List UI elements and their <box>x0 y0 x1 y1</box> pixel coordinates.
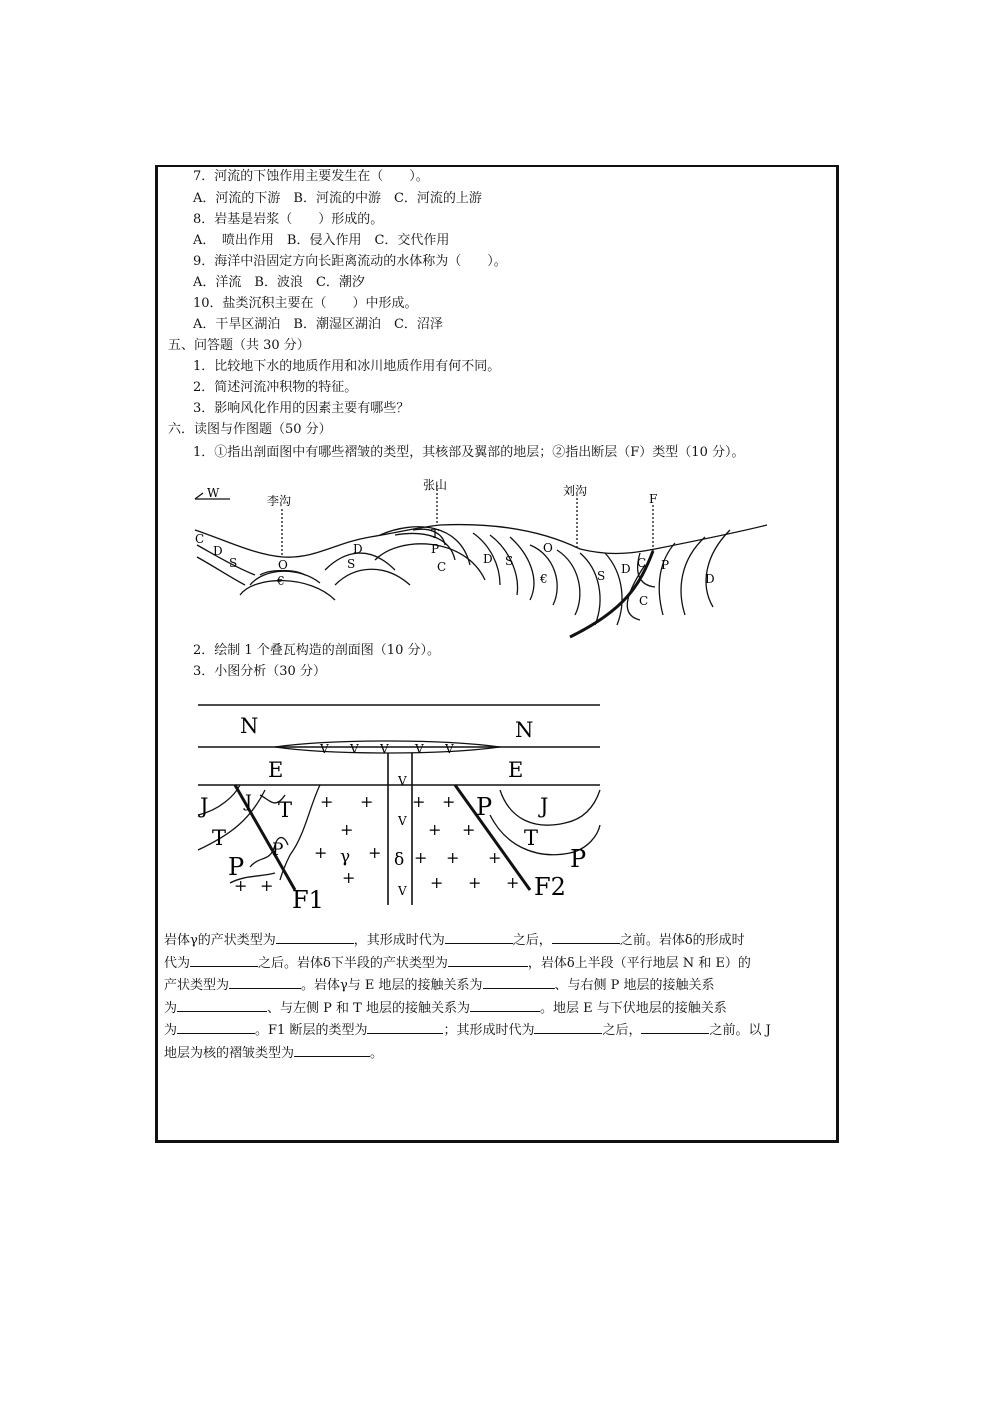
stratum-cambrian: € <box>277 574 285 588</box>
answer-blank-gamma-after[interactable] <box>445 931 513 944</box>
answer-blank-gamma-before[interactable] <box>552 931 620 944</box>
answer-blank-gamma-e-contact[interactable] <box>483 976 555 989</box>
layer-t-left: T <box>278 798 293 822</box>
granite-mark: + <box>462 820 476 839</box>
answer-blank-delta-upper[interactable] <box>229 976 301 989</box>
section6-heading: 六．读图与作图题（50 分） <box>168 422 332 437</box>
stratum-t: T <box>431 527 440 541</box>
section6-q2: 2．绘制 1 个叠瓦构造的剖面图（10 分）。 <box>193 643 440 658</box>
stratum-d: D <box>621 562 631 576</box>
volcanic-mark: V <box>398 814 407 828</box>
q8-options: A． 喷出作用 B．侵入作用 C．交代作用 <box>193 233 450 248</box>
granite-mark: + <box>412 792 426 811</box>
layer-p-left: P <box>228 853 245 881</box>
answer-blank-delta-lower[interactable] <box>448 954 528 967</box>
section6-q3: 3．小图分析（30 分） <box>193 664 326 679</box>
granite-mark: + <box>314 843 328 862</box>
layer-t-right: T <box>524 826 539 850</box>
answer-blank-f1-type[interactable] <box>367 1021 443 1034</box>
granite-mark: + <box>468 873 482 892</box>
granite-mark: + <box>428 820 442 839</box>
q9-stem: 9．海洋中沿固定方向长距离流动的水体称为（ ）。 <box>193 254 507 269</box>
section5-heading: 五、问答题（共 30 分） <box>168 338 310 353</box>
layer-n-right: N <box>515 718 534 742</box>
granite-mark: + <box>342 868 356 887</box>
layer-p-right: P <box>476 793 493 821</box>
layer-j-left: J <box>200 794 209 818</box>
layer-p-inner: P <box>272 840 284 860</box>
stratum-s: S <box>347 557 356 571</box>
granite-mark: + <box>414 848 428 867</box>
volcanic-mark: V <box>445 742 454 756</box>
section5-item-1: 1．比较地下水的地质作用和冰川地质作用有何不同。 <box>193 359 501 374</box>
q10-options: A．干旱区湖泊 B．潮湿区湖泊 C．沼泽 <box>193 317 443 332</box>
volcanic-mark: V <box>415 742 424 756</box>
granite-mark: + <box>360 792 374 811</box>
granite-mark: + <box>442 792 456 811</box>
stratum-p: P <box>431 542 440 556</box>
stratum-cambrian: € <box>540 572 548 586</box>
stratum-c: C <box>639 594 649 608</box>
layer-j-inner: J <box>245 792 252 812</box>
intrusion-gamma: γ <box>340 847 351 867</box>
direction-label: W <box>207 486 220 500</box>
layer-n-left: N <box>240 714 259 738</box>
stratum-s: S <box>597 569 606 583</box>
granite-mark: + <box>446 848 460 867</box>
stratum-c: C <box>437 560 447 574</box>
granite-mark: + <box>234 876 248 895</box>
place-liugou: 刘沟 <box>563 484 588 498</box>
small-map-figure <box>190 695 610 915</box>
q7-stem: 7．河流的下蚀作用主要发生在（ ）。 <box>193 169 429 184</box>
stratum-p: P <box>661 558 670 572</box>
stratum-d: D <box>353 542 363 556</box>
granite-mark: + <box>506 873 520 892</box>
stratum-s: S <box>505 554 514 568</box>
layer-j-right: J <box>540 794 549 818</box>
layer-t-far-left: T <box>212 826 227 850</box>
stratum-o: O <box>278 558 288 572</box>
answer-blank-j-fold-type[interactable] <box>294 1044 370 1057</box>
granite-mark: + <box>488 848 502 867</box>
intrusion-delta: δ <box>394 850 405 870</box>
volcanic-mark: V <box>398 774 407 788</box>
place-zhangshan: 张山 <box>423 478 448 492</box>
answer-blank-f1-after[interactable] <box>534 1021 602 1034</box>
answer-blank-gamma-occurrence[interactable] <box>276 931 354 944</box>
granite-mark: + <box>320 792 334 811</box>
fault-f1-label: F1 <box>292 886 324 914</box>
section5-item-2: 2．简述河流冲积物的特征。 <box>193 380 358 395</box>
stratum-d: D <box>705 572 715 586</box>
answer-blank-e-underlying-contact[interactable] <box>177 1021 255 1034</box>
answer-blank-gamma-left-pt-contact[interactable] <box>470 999 540 1012</box>
answer-blank-f1-before[interactable] <box>641 1021 709 1034</box>
stratum-c: C <box>195 532 205 546</box>
granite-mark: + <box>340 820 354 839</box>
granite-mark: + <box>430 873 444 892</box>
fault-label: F <box>649 492 658 506</box>
answer-blank-gamma-right-p-contact[interactable] <box>177 999 267 1012</box>
q9-options: A．洋流 B．波浪 C．潮汐 <box>193 275 365 290</box>
layer-e-left: E <box>268 758 284 782</box>
answer-blank-delta-after[interactable] <box>190 954 258 967</box>
volcanic-mark: V <box>398 884 407 898</box>
layer-p-far-right: P <box>570 845 587 873</box>
layer-e-right: E <box>508 758 524 782</box>
volcanic-mark: V <box>350 742 359 756</box>
volcanic-mark: V <box>320 742 329 756</box>
section6-q1: 1．①指出剖面图中有哪些褶皱的类型，其核部及翼部的地层；②指出断层（F）类型（10 分）。 <box>193 445 745 460</box>
analysis-paragraph: 岩体γ的产状类型为 ，其形成时代为 之后， 之前。岩体δ的形成时 代为 之后。岩体δ下半段的产状类型为 ，岩体δ上半段（平行地层 N 和 E）的 产状类型为 。岩体γ与 E 地层的接触关系为 、与右侧 P 地层的接触关系 为 、与左侧 P 和 T 地层的接触关系为 。地层 E 与下伏地层的接触关系 为 。F1 断层的类型为 ；其形成时代为 之后， 之前。以 J 地层为核的褶皱类型为 。 <box>164 933 771 1061</box>
stratum-s: S <box>229 556 238 570</box>
stratum-c: C <box>637 556 647 570</box>
volcanic-mark: V <box>380 742 389 756</box>
place-ligou: 李沟 <box>267 494 292 508</box>
granite-mark: + <box>368 843 382 862</box>
section5-item-3: 3．影响风化作用的因素主要有哪些？ <box>193 401 410 416</box>
ground-surface <box>195 525 767 558</box>
fault-f2-label: F2 <box>534 873 566 901</box>
stratum-o: O <box>543 541 553 555</box>
fold-cross-section-figure <box>185 475 770 645</box>
q8-stem: 8．岩基是岩浆（ ）形成的。 <box>193 212 384 227</box>
stratum-d: D <box>213 544 223 558</box>
q7-options: A．河流的下游 B．河流的中游 C．河流的上游 <box>193 191 482 206</box>
granite-mark: + <box>260 876 274 895</box>
q10-stem: 10．盐类沉积主要在（ ）中形成。 <box>193 296 418 311</box>
stratum-d: D <box>483 552 493 566</box>
